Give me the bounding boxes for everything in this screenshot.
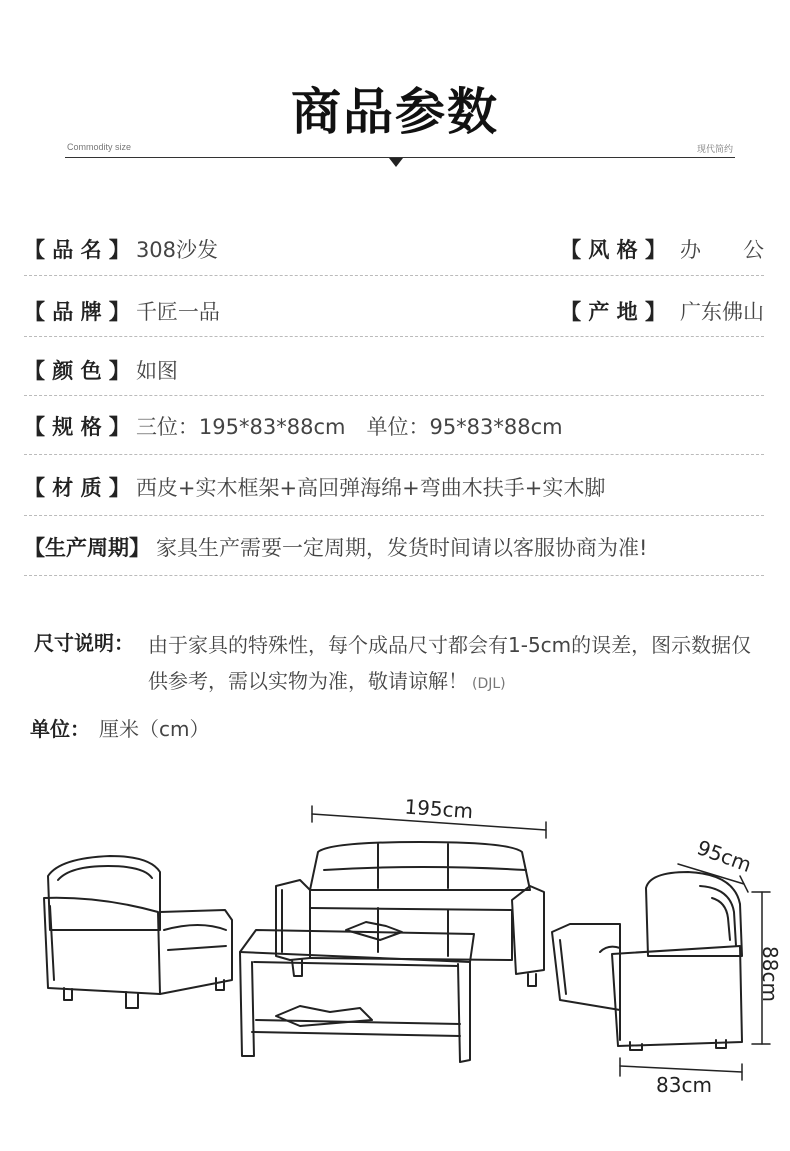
spec-row-brand bbox=[24, 296, 764, 337]
spec-row-size bbox=[24, 411, 764, 455]
subtitle-english: Commodity size bbox=[67, 142, 132, 152]
unit-value: 厘米（cm） bbox=[99, 717, 210, 741]
left-armchair-illustration bbox=[44, 856, 232, 1008]
subtitle-chinese: 现代简约 bbox=[696, 145, 733, 155]
spec-label-origin: 【 产 地 】 bbox=[560, 300, 666, 324]
chair-width-label: 83cm bbox=[656, 1073, 712, 1097]
page-title: 商品参数 bbox=[291, 83, 499, 141]
spec-value-material: 西皮+实木框架+高回弹海绵+弯曲木扶手+实木脚 bbox=[135, 476, 606, 500]
spec-row-name bbox=[24, 234, 764, 276]
chair-depth-label: 95cm bbox=[693, 835, 755, 877]
sofa-set-sketch bbox=[0, 780, 790, 1110]
spec-value-brand: 千匠一品 bbox=[135, 300, 220, 324]
spec-label-cycle: 【生产周期】 bbox=[24, 536, 150, 560]
size-note-body: 由于家具的特殊性，每个成品尺寸都会有1-5cm的误差，图示数据仅供参考，需以实物为准，敬请谅解！ bbox=[148, 633, 752, 693]
right-armchair-illustration bbox=[552, 872, 742, 1050]
size-note-code: (DJL) bbox=[472, 676, 506, 692]
spec-value-size: 三位：195*83*88cm 单位：95*83*88cm bbox=[135, 415, 563, 439]
chair-height-label: 88cm bbox=[758, 946, 782, 1002]
size-note-label: 尺寸说明： bbox=[34, 631, 134, 655]
spec-label-name: 【 品 名 】 bbox=[24, 238, 130, 262]
spec-origin bbox=[560, 296, 764, 326]
spec-label-style: 【 风 格 】 bbox=[560, 238, 666, 262]
unit-label: 单位： bbox=[30, 717, 90, 741]
spec-label-color: 【 颜 色 】 bbox=[24, 359, 130, 383]
size-note-text bbox=[148, 627, 758, 702]
spec-label-brand: 【 品 牌 】 bbox=[24, 300, 130, 324]
sofa-width-label: 195cm bbox=[403, 794, 474, 824]
spec-style bbox=[560, 234, 764, 264]
spec-value-color: 如图 bbox=[135, 359, 178, 383]
spec-label-size: 【 规 格 】 bbox=[24, 415, 130, 439]
spec-value-origin: 广东佛山 bbox=[680, 300, 764, 324]
spec-row-material bbox=[24, 472, 764, 516]
spec-label-material: 【 材 质 】 bbox=[24, 476, 130, 500]
spec-value-cycle: 家具生产需要一定周期，发货时间请以客服协商为准! bbox=[156, 536, 648, 560]
spec-value-name: 308沙发 bbox=[135, 238, 219, 262]
spec-row-cycle bbox=[24, 532, 764, 576]
spec-row-color bbox=[24, 355, 764, 396]
down-triangle-icon bbox=[389, 158, 403, 167]
spec-value-style: 办 公 bbox=[680, 238, 764, 262]
